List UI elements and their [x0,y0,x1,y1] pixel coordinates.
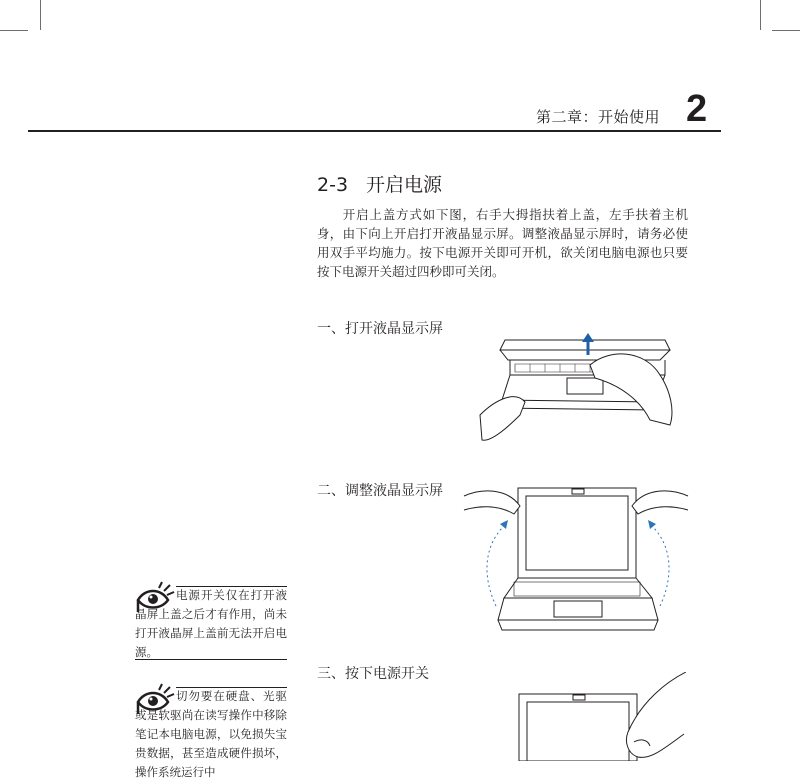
note-2 [135,687,287,782]
note-1-text: 电源开关仅在打开液晶屏上盖之后才有作用，尚未打开液晶屏上盖前无法开启电源。 [135,588,287,659]
section-body-text: 开启上盖方式如下图，右手大拇指扶着上盖，左手扶着主机身，由下向上开启打开液晶显示屏。调整液晶显示屏时，请务必使用双手平均施力。按下电源开关即可开机，欲关闭电脑电源也只要按下电源开关超过四秒即可关闭。 [317,207,688,279]
crop-mark [760,0,761,30]
step-2-label: 二、调整液晶显示屏 [317,483,443,499]
crop-mark [0,30,28,31]
section-title [317,170,442,197]
chapter-label: 第二章：开始使用 [536,108,661,126]
section-title-text: 开启电源 [366,174,443,196]
adjust-screen-illustration [462,486,690,636]
section-number: 2-3 [317,174,349,196]
open-lid-illustration [470,330,685,445]
section-body [317,205,688,281]
note-bottom-rule [135,659,287,660]
header-rule [28,130,721,132]
crop-mark [40,0,41,30]
note-1 [135,586,287,662]
note-2-text: 切勿要在硬盘、光驱或是软驱尚在读写操作中移除笔记本电脑电源，以免损失宝贵数据，甚至造成硬件损坏，操作系统运行中 [135,689,287,779]
chapter-number: 2 [686,88,708,130]
crop-mark [772,30,800,31]
step-1-label: 一、打开液晶显示屏 [317,321,443,337]
press-power-illustration [516,672,686,761]
step-3-label: 三、按下电源开关 [317,666,429,682]
